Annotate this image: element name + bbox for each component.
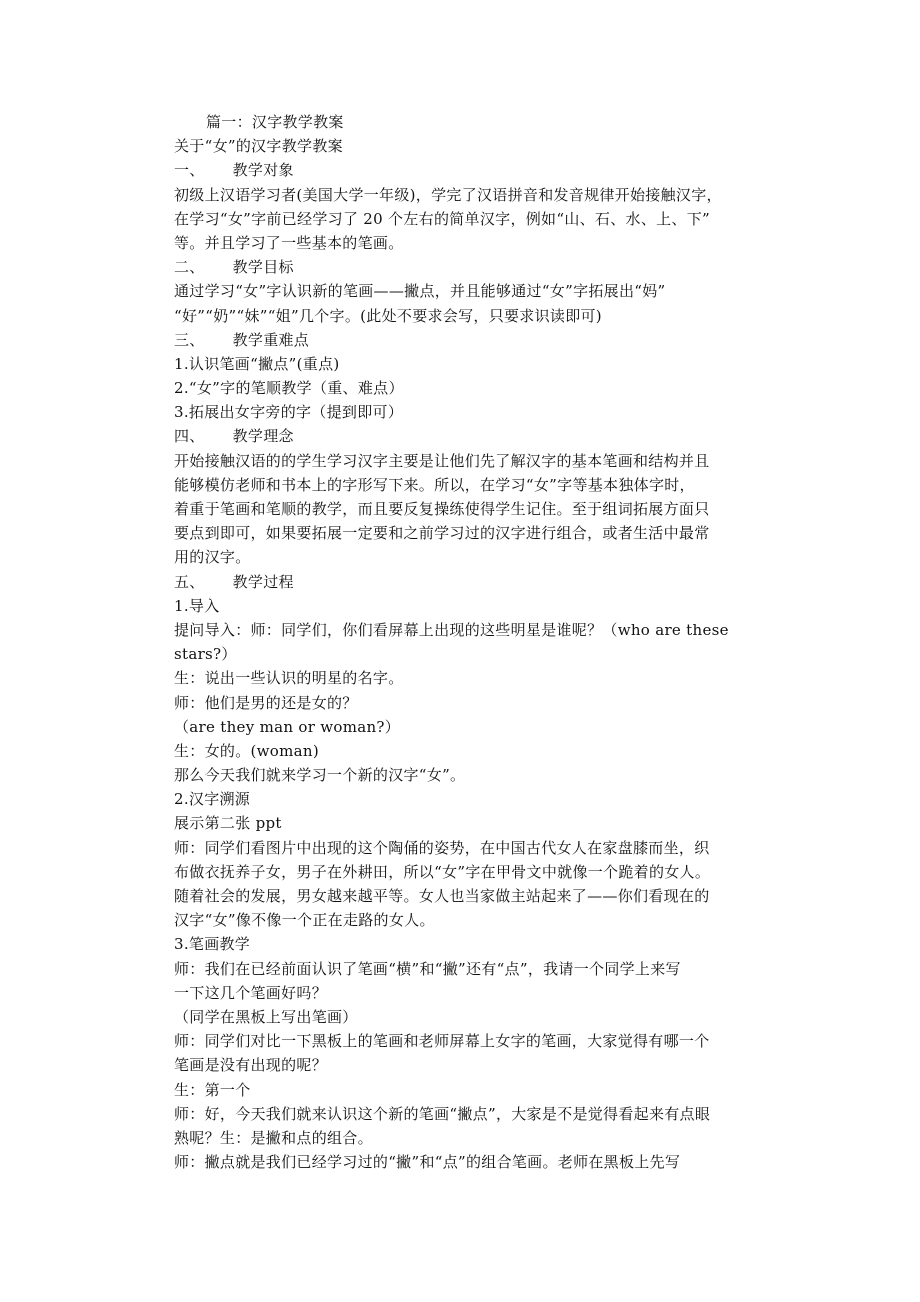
paragraph-line: 开始接触汉语的的学生学习汉字主要是让他们先了解汉字的基本笔画和结构并且 xyxy=(174,451,710,470)
paragraph-line: 要点到即可，如果要拓展一定要和之前学习过的汉字进行组合，或者生活中最常 xyxy=(174,524,710,543)
section-heading-5 xyxy=(174,570,754,594)
paragraph-line: 初级上汉语学习者(美国大学一年级)，学完了汉语拼音和发音规律开始接触汉字， xyxy=(174,185,722,204)
paragraph-line: 笔画是没有出现的呢？ xyxy=(174,1056,328,1075)
section-number: 二、 xyxy=(174,258,205,277)
paragraph-line: 用的汉字。 xyxy=(174,548,251,567)
section-number: 一、 xyxy=(174,161,205,180)
paragraph-line: 师：同学们对比一下黑板上的笔画和老师屏幕上女字的笔画，大家觉得有哪一个 xyxy=(174,1032,710,1051)
paragraph-line: 展示第二张 ppt xyxy=(174,814,282,833)
paragraph-line: 师：撇点就是我们已经学习过的“撇”和“点”的组合笔画。老师在黑板上先写 xyxy=(174,1153,681,1172)
paragraph-line: （are they man or woman?） xyxy=(174,717,401,736)
section-title: 教学目标 xyxy=(232,258,294,277)
section-heading-3 xyxy=(174,328,754,352)
paragraph-line: 一下这几个笔画好吗？ xyxy=(174,983,328,1002)
section-heading-2 xyxy=(174,255,754,279)
paragraph-line: 布做衣抚养子女，男子在外耕田，所以“女”字在甲骨文中就像一个跪着的女人。 xyxy=(174,862,711,881)
paragraph-line: 等。并且学习了一些基本的笔画。 xyxy=(174,233,404,252)
paragraph-line: 能够模仿老师和书本上的字形写下来。所以，在学习“女”字等基本独体字时， xyxy=(174,475,695,494)
paragraph-line: 生：女的。(woman) xyxy=(174,741,320,760)
paragraph-line: 师：同学们看图片中出现的这个陶俑的姿势，在中国古代女人在家盘膝而坐，织 xyxy=(174,838,710,857)
document-title: 篇一：汉字教学教案 xyxy=(206,113,344,131)
section-title: 教学理念 xyxy=(232,427,294,446)
paragraph-line: 师：他们是男的还是女的？ xyxy=(174,693,358,712)
paragraph-line: 着重于笔画和笔顺的教学，而且要反复操练使得学生记住。至于组词拓展方面只 xyxy=(174,500,710,518)
paragraph-line: 那么今天我们就来学习一个新的汉字“女”。 xyxy=(174,766,466,785)
document-body xyxy=(174,110,754,1174)
section-title: 教学重难点 xyxy=(232,330,310,349)
paragraph-line: 生：第一个 xyxy=(174,1080,251,1099)
paragraph-line: 生：说出一些认识的明星的名字。 xyxy=(174,669,404,688)
subsection-heading: 2.汉字溯源 xyxy=(174,790,251,809)
paragraph-line: stars?） xyxy=(174,645,237,664)
section-number: 五、 xyxy=(174,572,205,591)
section-heading-4 xyxy=(174,424,754,448)
list-item: 3.拓展出女字旁的字（提到即可） xyxy=(174,403,404,422)
section-title: 教学对象 xyxy=(232,161,294,180)
paragraph-line: 在学习“女”字前已经学习了 20 个左右的简单汉字，例如“山、石、水、上、下” xyxy=(174,209,710,228)
paragraph-line: 熟呢？生：是撇和点的组合。 xyxy=(174,1128,373,1147)
paragraph-line: 提问导入：师：同学们，你们看屏幕上出现的这些明星是谁呢？（who are these xyxy=(174,620,729,639)
subsection-heading: 3.笔画教学 xyxy=(174,935,251,954)
section-title: 教学过程 xyxy=(232,572,294,591)
paragraph-line: 师：我们在已经前面认识了笔画“横”和“撇”还有“点”，我请一个同学上来写 xyxy=(174,959,681,978)
section-number: 四、 xyxy=(174,427,205,446)
section-heading-1 xyxy=(174,158,754,182)
section-number: 三、 xyxy=(174,330,205,349)
paragraph-line: 汉字“女”像不像一个正在走路的女人。 xyxy=(174,911,435,930)
subsection-heading: 1.导入 xyxy=(174,596,220,615)
paragraph-line: 通过学习“女”字认识新的笔画——撇点，并且能够通过“女”字拓展出“妈” xyxy=(174,282,666,301)
paragraph-line: 随着社会的发展，男女越来越平等。女人也当家做主站起来了——你们看现在的 xyxy=(174,887,710,905)
list-item: 2.“女”字的笔顺教学（重、难点） xyxy=(174,379,404,398)
paragraph-line: 师：好，今天我们就来认识这个新的笔画“撇点”，大家是不是觉得看起来有点眼 xyxy=(174,1104,711,1123)
document-subtitle: 关于“女”的汉字教学教案 xyxy=(174,137,343,156)
paragraph-line: （同学在黑板上写出笔画） xyxy=(174,1007,358,1026)
list-item: 1.认识笔画“撇点”(重点) xyxy=(174,354,340,373)
paragraph-line: “好”“奶”“妹”“姐”几个字。(此处不要求会写，只要求识读即可) xyxy=(174,306,602,325)
